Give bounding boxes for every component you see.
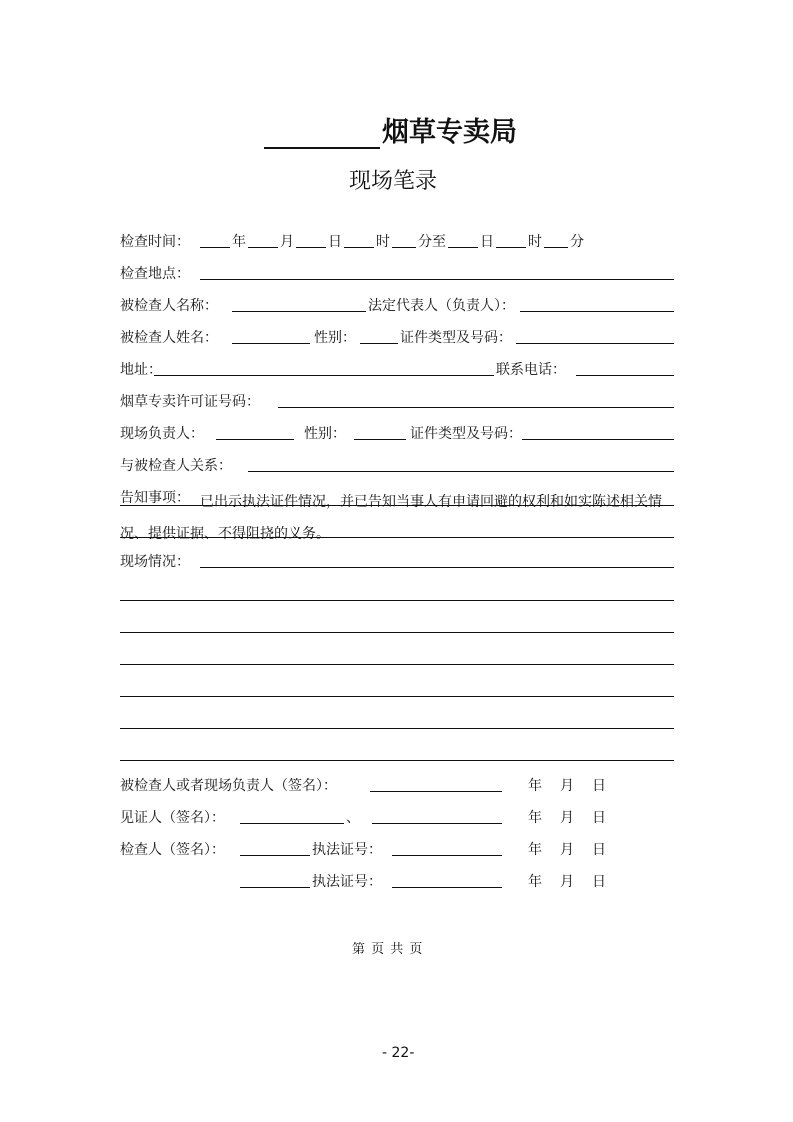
- minute-blank[interactable]: [392, 230, 416, 248]
- location-row: [120, 262, 674, 286]
- witness-sign-blank-1[interactable]: [240, 806, 344, 824]
- address-row: [120, 358, 674, 382]
- sign4-year: 年: [528, 874, 542, 890]
- scene-line-7[interactable]: [120, 760, 674, 761]
- hour-blank[interactable]: [344, 230, 374, 248]
- cert-no2-label: 执法证号：: [312, 874, 382, 890]
- address-label: 地址：: [120, 362, 162, 378]
- inspector-sign-row: [120, 838, 674, 862]
- inspector-sign-label: 检查人（签名）：: [120, 842, 225, 858]
- witness-sign-blank-2[interactable]: [372, 806, 502, 824]
- sign2-day: 日: [592, 810, 606, 826]
- sign1-year: 年: [528, 778, 542, 794]
- onsite-person-blank[interactable]: [216, 422, 294, 440]
- relation-blank[interactable]: [248, 454, 674, 472]
- unit-end-hour: 时: [528, 234, 542, 250]
- unit-end-day: 日: [480, 234, 494, 250]
- scene-line-5[interactable]: [120, 696, 674, 697]
- inspected-name-label: 被检查人名称：: [120, 298, 218, 314]
- relation-label: 与被检查人关系：: [120, 458, 232, 474]
- unit-end-minute: 分: [570, 234, 584, 250]
- phone-label: 联系电话：: [496, 362, 566, 378]
- day-blank[interactable]: [296, 230, 326, 248]
- license-row: [120, 390, 674, 414]
- license-blank[interactable]: [278, 390, 674, 408]
- phone-blank[interactable]: [576, 358, 674, 376]
- id-type-label: 证件类型及号码：: [400, 330, 512, 346]
- month-blank[interactable]: [248, 230, 278, 248]
- inspected-name-row: [120, 294, 674, 318]
- id-type2-blank[interactable]: [522, 422, 674, 440]
- sign4-month: 月: [560, 874, 574, 890]
- person-name-label: 被检查人姓名：: [120, 330, 218, 346]
- scene-line-6[interactable]: [120, 728, 674, 729]
- witness-sign-label: 见证人（签名）：: [120, 810, 225, 826]
- year-blank[interactable]: [200, 230, 230, 248]
- scene-line-3[interactable]: [120, 632, 674, 633]
- gender-blank[interactable]: [360, 326, 398, 344]
- sign4-day: 日: [592, 874, 606, 890]
- end-hour-blank[interactable]: [496, 230, 526, 248]
- page-count: 第 页 共 页: [352, 942, 423, 957]
- legal-rep-blank[interactable]: [520, 294, 674, 312]
- id-type2-label: 证件类型及号码：: [410, 426, 522, 442]
- inspection-time-label: 检查时间：: [120, 234, 190, 250]
- sign3-day: 日: [592, 842, 606, 858]
- sign3-year: 年: [528, 842, 542, 858]
- onsite-person-label: 现场负责人：: [120, 426, 204, 442]
- inspected-name-blank[interactable]: [232, 294, 366, 312]
- inspector2-sign-blank[interactable]: [240, 870, 310, 888]
- end-day-blank[interactable]: [448, 230, 478, 248]
- person-name-blank[interactable]: [232, 326, 310, 344]
- inspected-sign-row: [120, 774, 674, 798]
- cert-no-blank[interactable]: [392, 838, 502, 856]
- witness-sign-row: [120, 806, 674, 830]
- relation-row: [120, 454, 674, 478]
- sign1-day: 日: [592, 778, 606, 794]
- unit-year: 年: [232, 234, 246, 250]
- unit-month: 月: [280, 234, 294, 250]
- sign2-year: 年: [528, 810, 542, 826]
- inspector-sign-blank[interactable]: [240, 838, 310, 856]
- notice-label: 告知事项：: [120, 490, 190, 506]
- unit-minute-to: 分至: [418, 234, 446, 250]
- document-subtitle: 现场笔录: [349, 169, 438, 194]
- end-minute-blank[interactable]: [544, 230, 568, 248]
- inspection-time-row: [120, 230, 674, 254]
- inspected-sign-blank[interactable]: [370, 774, 502, 792]
- id-type-blank[interactable]: [516, 326, 674, 344]
- page-number: - 22-: [382, 1045, 415, 1061]
- sign2-month: 月: [560, 810, 574, 826]
- document-title: [264, 110, 517, 149]
- location-blank[interactable]: [200, 262, 674, 280]
- gender-label: 性别：: [314, 330, 356, 346]
- inspector2-sign-row: [120, 870, 674, 894]
- license-label: 烟草专卖许可证号码：: [120, 394, 260, 410]
- inspected-sign-label: 被检查人或者现场负责人（签名）：: [120, 778, 337, 794]
- witness-separator: 、: [346, 810, 360, 826]
- sign3-month: 月: [560, 842, 574, 858]
- onsite-person-row: [120, 422, 674, 446]
- location-label: 检查地点：: [120, 266, 190, 282]
- cert-no-label: 执法证号：: [312, 842, 382, 858]
- cert-no2-blank[interactable]: [392, 870, 502, 888]
- title-text: 烟草专卖局: [382, 117, 517, 148]
- gender2-blank[interactable]: [354, 422, 406, 440]
- gender2-label: 性别：: [304, 426, 346, 442]
- scene-row: [120, 550, 674, 574]
- person-name-row: [120, 326, 674, 350]
- scene-line-4[interactable]: [120, 664, 674, 665]
- legal-rep-label: 法定代表人（负责人）：: [368, 298, 515, 314]
- scene-label: 现场情况：: [120, 554, 190, 570]
- bureau-name-blank[interactable]: [264, 119, 380, 149]
- unit-day: 日: [328, 234, 342, 250]
- scene-blank-1[interactable]: [200, 550, 674, 568]
- unit-hour: 时: [376, 234, 390, 250]
- notice-text: 已出示执法证件情况，并已告知当事人有申请回避的权利和如实陈述相关情况、提供证据、不得阻挠的义务。: [120, 494, 662, 542]
- sign1-month: 月: [560, 778, 574, 794]
- address-blank[interactable]: [154, 358, 494, 376]
- scene-line-2[interactable]: [120, 600, 674, 601]
